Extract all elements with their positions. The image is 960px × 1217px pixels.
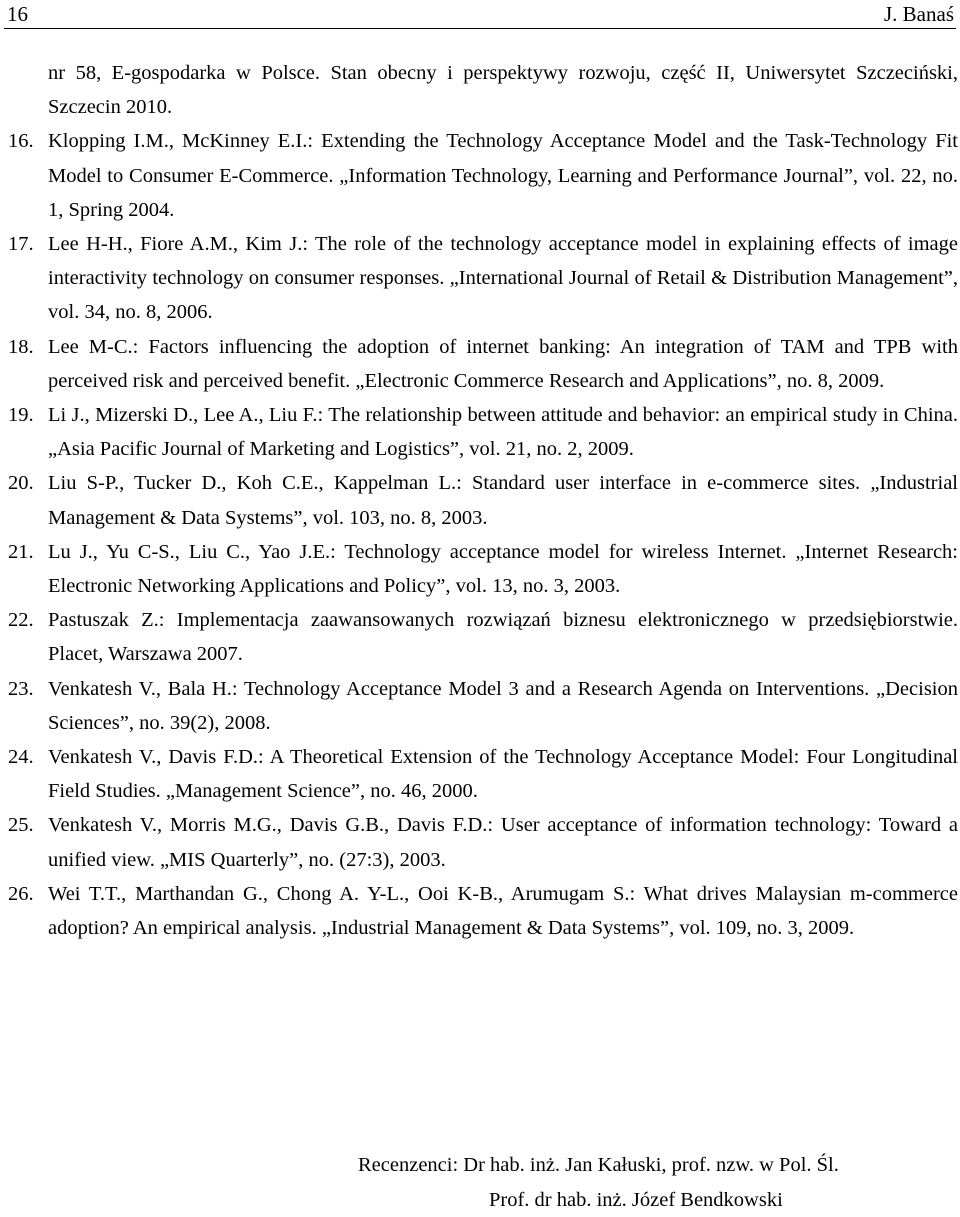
reference-number: 20.: [8, 466, 34, 500]
reference-item: [8, 227, 958, 330]
reference-number: 25.: [8, 808, 34, 842]
reference-item: [8, 740, 958, 808]
reference-text: Liu S-P., Tucker D., Koh C.E., Kappelman L.: Standard user interface in e-commerce sites. „Industrial Management & Data Systems”, vol. 103, no. 8, 2003.: [48, 472, 958, 528]
reference-number: 26.: [8, 877, 34, 911]
reference-list: [8, 56, 958, 945]
reference-text: Lee M-C.: Factors influencing the adoption of internet banking: An integration of TAM and TPB with perceived risk and perceived benefit. „Electronic Commerce Research and Applications”, no. 8, 2009.: [48, 336, 958, 392]
reference-item: [8, 466, 958, 534]
reference-number: 18.: [8, 330, 34, 364]
reference-number: 16.: [8, 124, 34, 158]
reference-item: [8, 398, 958, 466]
reference-item: [8, 672, 958, 740]
reference-number: 22.: [8, 603, 34, 637]
reference-text: Venkatesh V., Morris M.G., Davis G.B., Davis F.D.: User acceptance of information technology: Toward a unified view. „MIS Quarterly”, no. (27:3), 2003.: [48, 814, 958, 870]
reference-number: 19.: [8, 398, 34, 432]
reference-number: 17.: [8, 227, 34, 261]
reference-text: Pastuszak Z.: Implementacja zaawansowanych rozwiązań biznesu elektronicznego w przedsiębiorstwie. Placet, Warszawa 2007.: [48, 609, 958, 665]
page-number: 16: [7, 2, 28, 27]
reference-item: [8, 603, 958, 671]
header-rule: [4, 28, 956, 29]
reference-item: [8, 877, 958, 945]
reference-text: Li J., Mizerski D., Lee A., Liu F.: The relationship between attitude and behavior: an empirical study in China. „Asia Pacific Journal of Marketing and Logistics”, vol. 21, no. 2, 2009.: [48, 404, 958, 460]
reference-number: 23.: [8, 672, 34, 706]
reference-item: [8, 808, 958, 876]
reference-text: Wei T.T., Marthandan G., Chong A. Y-L., Ooi K-B., Arumugam S.: What drives Malaysian m-commerce adoption? An empirical analysis. „Industrial Management & Data Systems”, vol. 109, no. 3, 2009.: [48, 883, 958, 939]
reference-item: [8, 330, 958, 398]
reference-text: Lee H-H., Fiore A.M., Kim J.: The role of the technology acceptance model in explaining effects of image interactivity technology on consumer responses. „International Journal of Retail & Distribution Management”, vol. 34, no. 8, 2006.: [48, 233, 958, 323]
reviewers-block: [358, 1148, 950, 1217]
reference-text: Venkatesh V., Davis F.D.: A Theoretical Extension of the Technology Acceptance Model: Four Longitudinal Field Studies. „Management Science”, no. 46, 2000.: [48, 746, 958, 802]
reference-text: Venkatesh V., Bala H.: Technology Acceptance Model 3 and a Research Agenda on Interventions. „Decision Sciences”, no. 39(2), 2008.: [48, 678, 958, 734]
reference-text: nr 58, E-gospodarka w Polsce. Stan obecny i perspektywy rozwoju, część II, Uniwersytet Szczeciński, Szczecin 2010.: [48, 62, 958, 118]
reference-number: 21.: [8, 535, 34, 569]
reference-text: Klopping I.M., McKinney E.I.: Extending the Technology Acceptance Model and the Task-Technology Fit Model to Consumer E-Commerce. „Information Technology, Learning and Performance Journal”, vol. 22, no. 1, Spring 2004.: [48, 130, 958, 220]
running-header-author: J. Banaś: [884, 2, 954, 27]
reference-text: Lu J., Yu C-S., Liu C., Yao J.E.: Technology acceptance model for wireless Internet. „Internet Research: Electronic Networking Applications and Policy”, vol. 13, no. 3, 2003.: [48, 541, 958, 597]
reviewers-line-1: Recenzenci: Dr hab. inż. Jan Kałuski, prof. nzw. w Pol. Śl.: [358, 1148, 950, 1183]
reference-item: [8, 535, 958, 603]
reference-item: [8, 56, 958, 124]
reviewers-line-2: Prof. dr hab. inż. Józef Bendkowski: [358, 1183, 950, 1217]
reference-item: [8, 124, 958, 227]
reference-number: 24.: [8, 740, 34, 774]
